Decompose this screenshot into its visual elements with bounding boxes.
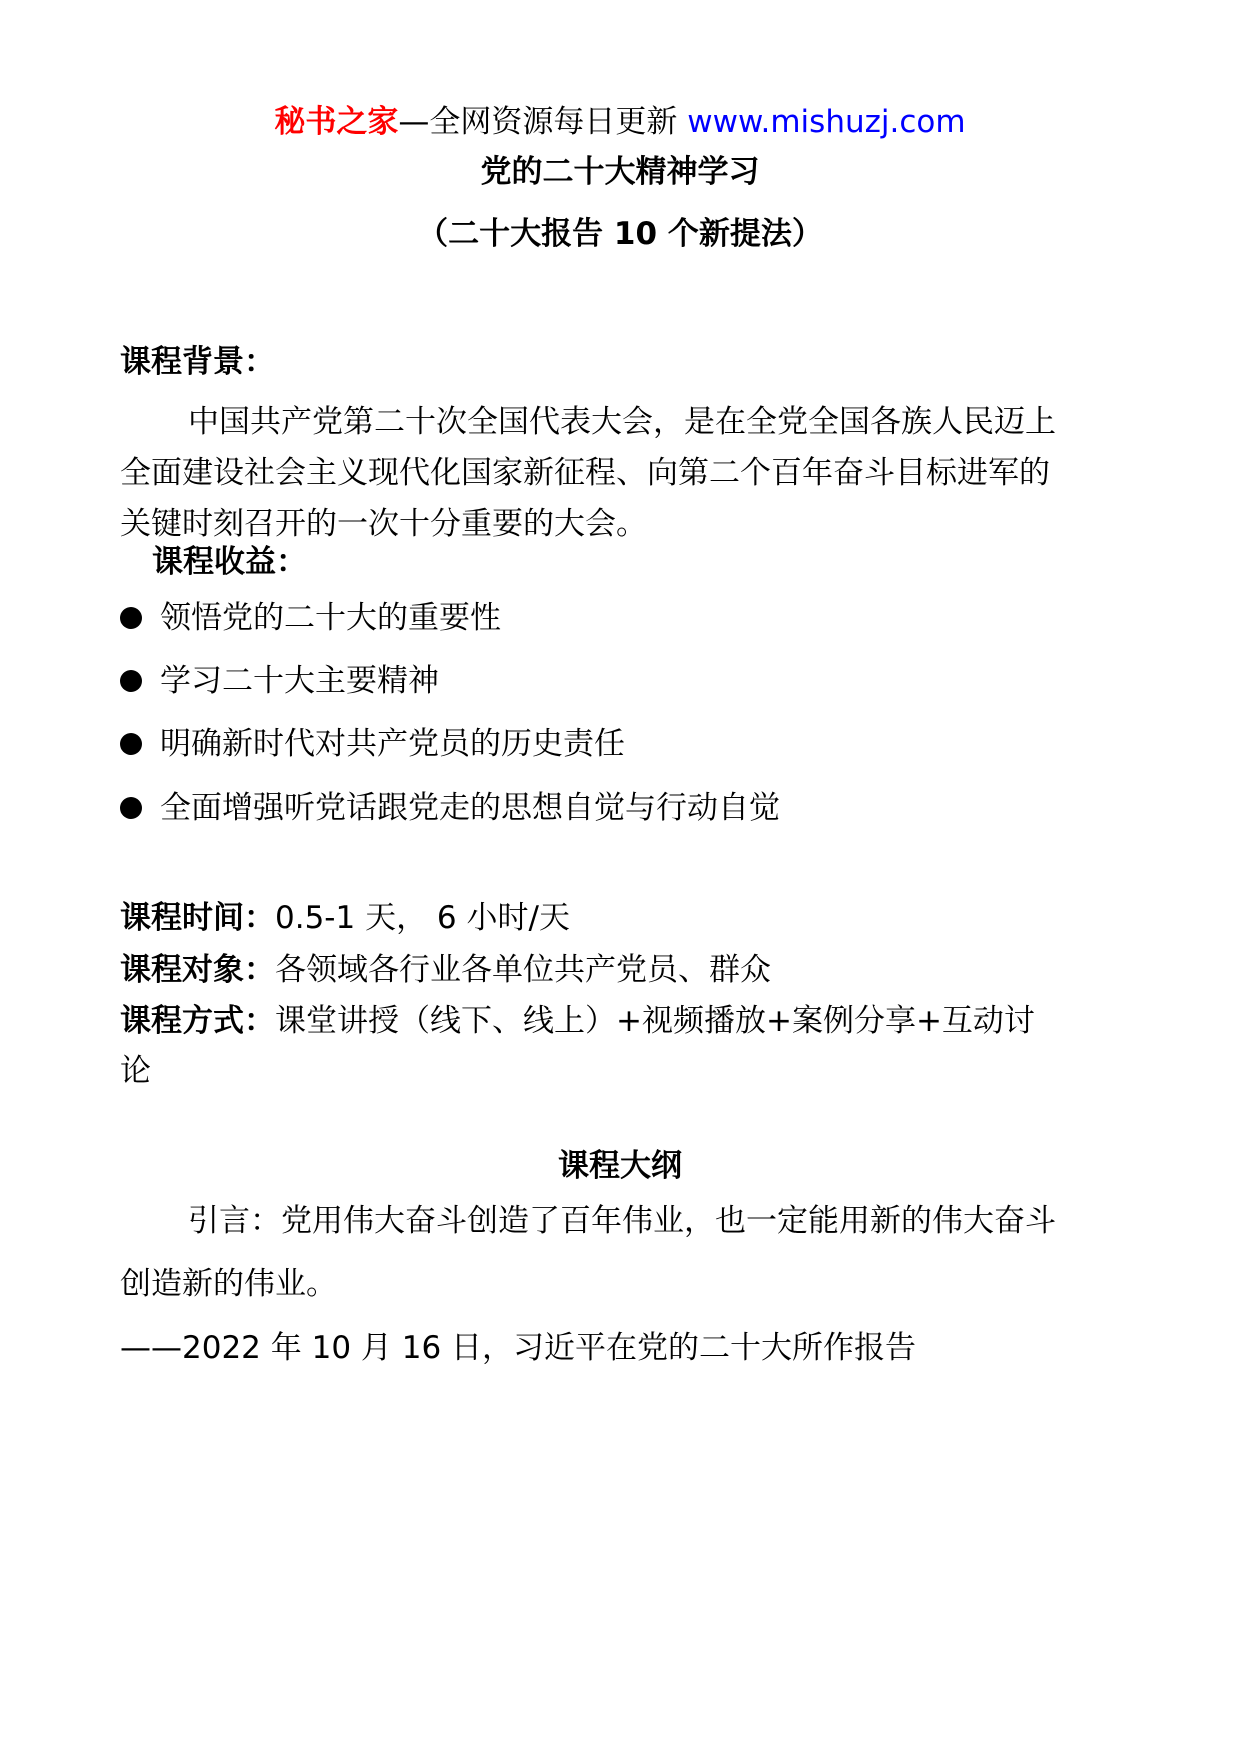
bullet-dot-icon [120,607,142,629]
benefit-text: 全面增强听党话跟党走的思想自觉与行动自觉 [160,790,780,826]
benefit-text: 明确新时代对共产党员的历史责任 [160,726,625,762]
bullet-dot-icon [120,733,142,755]
bullet-dot-icon [120,797,142,819]
site-url-link[interactable]: www.mishuzj.com [687,104,966,140]
outline-intro-line: 创造新的伟业。 [120,1266,337,1302]
background-paragraph [120,397,1130,550]
background-heading: 课程背景： [120,344,275,380]
course-method [120,999,1035,1043]
benefit-item [120,722,625,766]
benefit-item [120,786,780,830]
document-subtitle: （二十大报告 10 个新提法） [417,216,823,252]
benefit-text: 学习二十大主要精神 [160,663,439,699]
site-header [0,100,1240,144]
benefit-item [120,596,501,640]
course-time-label: 课程时间： [120,900,275,936]
brand-name: 秘书之家 [274,104,399,140]
benefit-text: 领悟党的二十大的重要性 [160,600,501,636]
outline-heading: 课程大纲 [558,1148,682,1184]
header-tagline: —全网资源每日更新 [398,104,688,140]
course-audience-value: 各领域各行业各单位共产党员、群众 [275,952,771,988]
background-line: 关键时刻召开的一次十分重要的大会。 [120,506,647,542]
bullet-dot-icon [120,670,142,692]
course-method-value: 课堂讲授（线下、线上）+视频播放+案例分享+互动讨 [275,1003,1035,1039]
background-line: 全面建设社会主义现代化国家新征程、向第二个百年奋斗目标进军的 [120,455,1050,491]
outline-source: ——2022 年 10 月 16 日，习近平在党的二十大所作报告 [120,1330,917,1366]
course-audience-label: 课程对象： [120,952,275,988]
course-audience [120,948,771,992]
course-method-continued: 论 [120,1053,151,1089]
benefits-heading: 课程收益： [152,544,307,580]
course-time-value: 0.5-1 天， 6 小时/天 [275,900,570,936]
document-title: 党的二十大精神学习 [480,154,760,190]
background-line: 中国共产党第二十次全国代表大会，是在全党全国各族人民迈上 [188,404,1056,440]
outline-intro-line: 引言：党用伟大奋斗创造了百年伟业，也一定能用新的伟大奋斗 [188,1203,1056,1239]
course-time [120,896,570,940]
course-method-label: 课程方式： [120,1003,275,1039]
benefit-item [120,659,439,703]
